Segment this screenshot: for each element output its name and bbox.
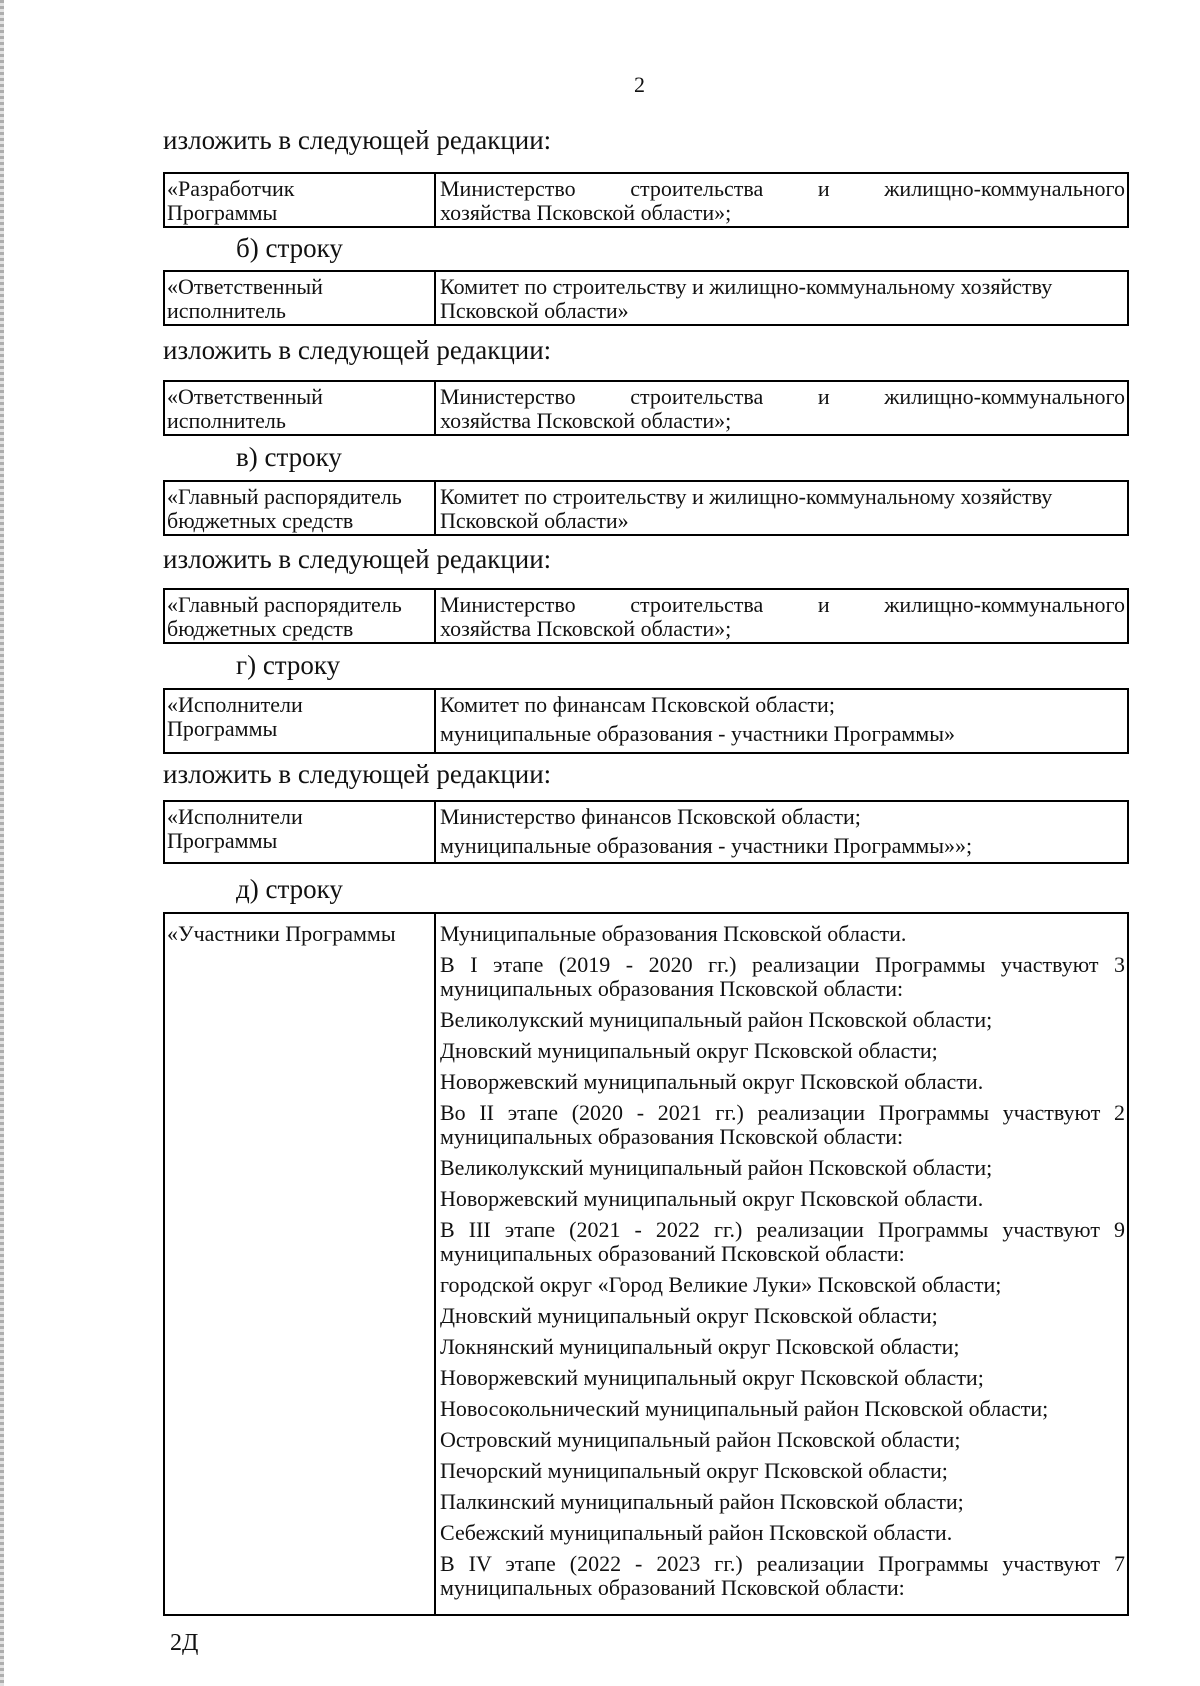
participants-stage-line: В III этапе (2021 - 2022 гг.) реализации Программы участвуют 9 муниципальных образований Псковской области: <box>440 1217 1125 1266</box>
participants-line: Палкинский муниципальный район Псковской области; <box>440 1489 964 1514</box>
participants-line: Новоржевский муниципальный округ Псковской области. <box>440 1069 984 1094</box>
participants-line: Себежский муниципальный район Псковской области. <box>440 1520 953 1545</box>
item-d: д) строку <box>236 874 343 904</box>
participants-line: Новоржевский муниципальный округ Псковской области; <box>440 1365 984 1390</box>
cell-line: Министерство финансов Псковской области; <box>440 804 861 829</box>
cell-line: бюджетных средств <box>167 616 354 641</box>
table-left-cell <box>165 802 436 862</box>
table-right-cell <box>436 382 1127 434</box>
cell-line: Комитет по строительству и жилищно-коммунальному хозяйству <box>440 274 1053 299</box>
footer-code: 2Д <box>170 1630 199 1656</box>
table-right-cell <box>436 174 1127 226</box>
table-right-cell <box>436 272 1127 324</box>
cell-line: Комитет по финансам Псковской области; <box>440 692 835 717</box>
cell-line: исполнитель <box>167 408 286 433</box>
heading-new-edition: изложить в следующей редакции: <box>163 544 552 574</box>
cell-line: Псковской области» <box>440 298 629 323</box>
cell-line: хозяйства Псковской области»; <box>440 408 732 433</box>
table-left-cell <box>165 690 436 752</box>
item-g: г) строку <box>236 650 341 680</box>
table-right-cell <box>436 914 1127 1614</box>
participants-line: Муниципальные образования Псковской области. <box>440 921 907 946</box>
table-manager-old <box>163 480 1129 536</box>
table-participants <box>163 912 1129 1616</box>
participants-line: Дновский муниципальный округ Псковской области; <box>440 1303 938 1328</box>
cell-line: «Ответственный <box>167 384 323 409</box>
cell-line: Программы <box>167 828 278 853</box>
table-left-cell <box>165 382 436 434</box>
item-v: в) строку <box>236 442 342 472</box>
table-left-cell <box>165 914 436 1614</box>
cell-line: «Разработчик <box>167 176 295 201</box>
scan-edge <box>0 0 4 1686</box>
participants-stage-line: Во II этапе (2020 - 2021 гг.) реализации Программы участвуют 2 муниципальных образования Псковской области: <box>440 1100 1125 1149</box>
cell-line: Министерство строительства и жилищно-коммунального <box>440 176 1125 201</box>
table-left-cell <box>165 174 436 226</box>
cell-line: хозяйства Псковской области»; <box>440 616 732 641</box>
table-left-cell <box>165 272 436 324</box>
table-right-cell <box>436 482 1127 534</box>
cell-line: Комитет по строительству и жилищно-коммунальному хозяйству <box>440 484 1053 509</box>
heading-new-edition: изложить в следующей редакции: <box>163 125 552 155</box>
table-right-cell <box>436 802 1127 862</box>
table-left-cell <box>165 482 436 534</box>
participants-line: Дновский муниципальный округ Псковской области; <box>440 1038 938 1063</box>
participants-line: Локнянский муниципальный округ Псковской области; <box>440 1334 960 1359</box>
table-right-cell <box>436 590 1127 642</box>
participants-label: «Участники Программы <box>167 921 396 946</box>
table-left-cell <box>165 590 436 642</box>
table-executor-old <box>163 270 1129 326</box>
cell-line: «Исполнители <box>167 804 303 829</box>
cell-line: хозяйства Псковской области»; <box>440 200 732 225</box>
participants-line: Островский муниципальный район Псковской области; <box>440 1427 961 1452</box>
cell-line: Программы <box>167 200 278 225</box>
table-performers-new <box>163 800 1129 864</box>
cell-line: Министерство строительства и жилищно-коммунального <box>440 384 1125 409</box>
table-manager-new <box>163 588 1129 644</box>
cell-line: «Главный распорядитель <box>167 484 402 509</box>
page-number: 2 <box>634 72 645 97</box>
cell-line: муниципальные образования - участники Программы» <box>440 721 955 746</box>
table-executor-new <box>163 380 1129 436</box>
cell-line: «Ответственный <box>167 274 323 299</box>
cell-line: муниципальные образования - участники Программы»»; <box>440 833 973 858</box>
participants-stage-line: В I этапе (2019 - 2020 гг.) реализации Программы участвуют 3 муниципальных образования Псковской области: <box>440 952 1125 1001</box>
participants-line: городской округ «Город Великие Луки» Псковской области; <box>440 1272 1002 1297</box>
cell-line: Псковской области» <box>440 508 629 533</box>
cell-line: Программы <box>167 716 278 741</box>
cell-line: «Исполнители <box>167 692 303 717</box>
item-b: б) строку <box>236 233 343 263</box>
table-right-cell <box>436 690 1127 752</box>
cell-line: Министерство строительства и жилищно-коммунального <box>440 592 1125 617</box>
participants-line: Великолукский муниципальный район Псковской области; <box>440 1155 993 1180</box>
cell-line: «Главный распорядитель <box>167 592 402 617</box>
table-performers-old <box>163 688 1129 754</box>
heading-new-edition: изложить в следующей редакции: <box>163 759 552 789</box>
participants-line: Новосокольнический муниципальный район Псковской области; <box>440 1396 1049 1421</box>
participants-stage-line: В IV этапе (2022 - 2023 гг.) реализации Программы участвуют 7 муниципальных образований Псковской области: <box>440 1551 1125 1600</box>
heading-new-edition: изложить в следующей редакции: <box>163 335 552 365</box>
cell-line: бюджетных средств <box>167 508 354 533</box>
participants-line: Новоржевский муниципальный округ Псковской области. <box>440 1186 984 1211</box>
participants-line: Великолукский муниципальный район Псковской области; <box>440 1007 993 1032</box>
cell-line: исполнитель <box>167 298 286 323</box>
table-developer-new <box>163 172 1129 228</box>
participants-line: Печорский муниципальный округ Псковской области; <box>440 1458 948 1483</box>
